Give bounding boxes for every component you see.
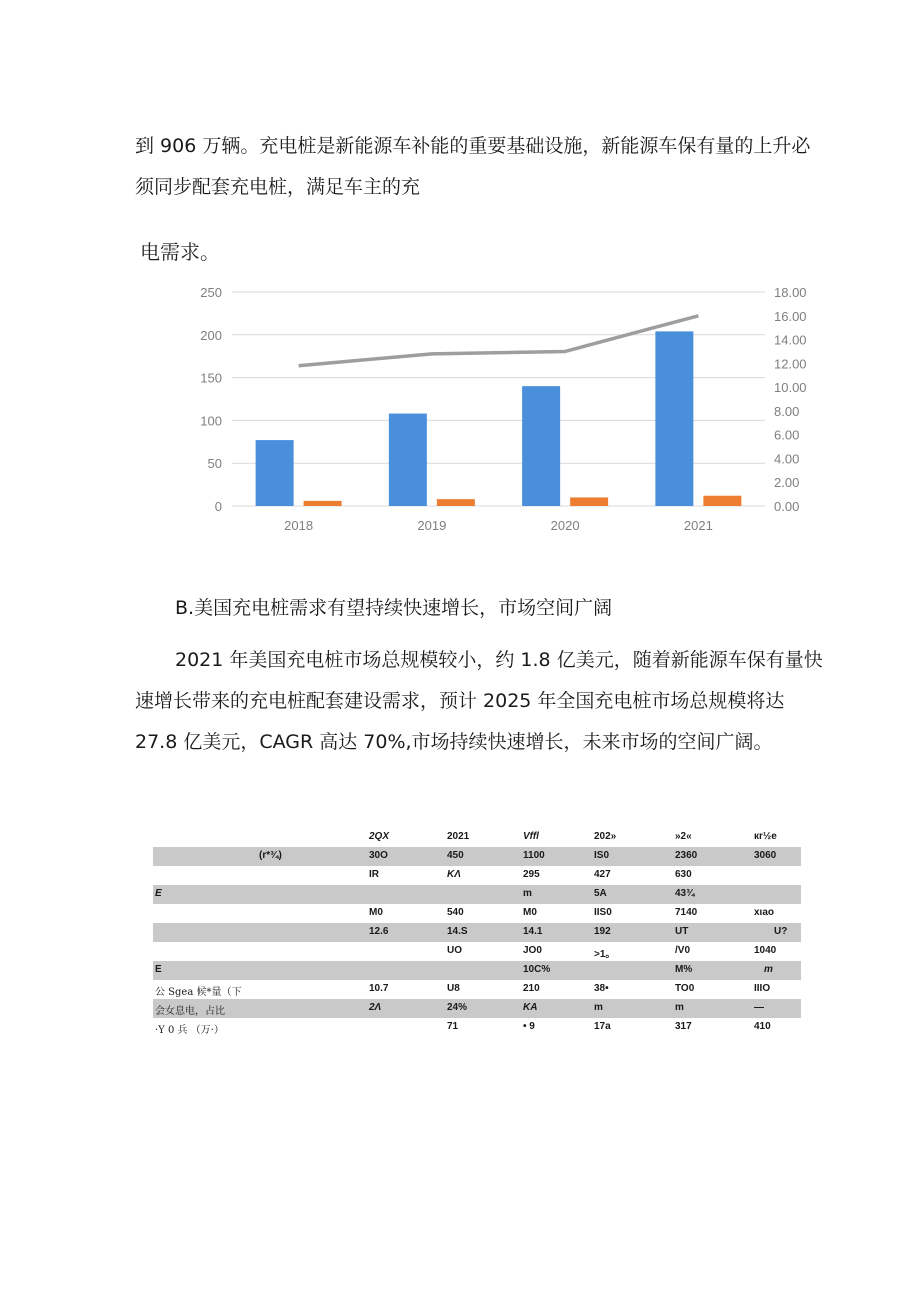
- y-right-tick-label: 12.00: [774, 356, 807, 372]
- table-cell: m: [675, 1002, 684, 1013]
- table-row: [153, 961, 801, 980]
- table-cell: 71: [447, 1021, 459, 1032]
- table-cell: 43¾: [675, 888, 695, 899]
- table-cell: 630: [675, 869, 692, 880]
- table-row: [153, 904, 801, 923]
- x-tick-label: 2020: [550, 518, 580, 533]
- table-cell: IS0: [594, 850, 610, 861]
- intro-paragraph: 到 906 万辆。充电桩是新能源车补能的重要基础设施，新能源车保有量的上升必须同步配套充电桩，满足车主的充: [135, 135, 811, 198]
- row-label: 公 Sgea 候*量（下: [155, 987, 242, 998]
- table-cell: 295: [523, 869, 540, 880]
- y-right-tick-label: 8.00: [774, 403, 800, 419]
- table-row: [153, 1018, 801, 1037]
- y-right-tick-label: 0.00: [774, 499, 800, 514]
- table-cell: 12.6: [369, 926, 389, 937]
- table-row: [153, 999, 801, 1018]
- bar: [304, 501, 342, 506]
- table-cell: U?: [774, 926, 788, 937]
- x-tick-label: 2019: [417, 518, 447, 533]
- y-right-tick-label: 6.00: [774, 427, 800, 443]
- y-left-tick-label: 200: [200, 327, 222, 343]
- y-right-tick-label: 10.00: [774, 380, 807, 396]
- y-left-tick-label: 150: [200, 370, 222, 386]
- y-right-tick-label: 14.00: [774, 332, 807, 348]
- table-cell: 14.S: [447, 926, 468, 937]
- table-cell: • 9: [523, 1021, 535, 1032]
- table-cell: 192: [594, 926, 611, 937]
- header-cell: 2021: [447, 831, 470, 842]
- y-left-tick-label: 250: [200, 285, 222, 300]
- bar: [389, 414, 427, 506]
- bar: [570, 497, 608, 506]
- header-cell: Vffl: [523, 831, 539, 842]
- table-row: [153, 847, 801, 866]
- table-cell: 14.1: [523, 926, 543, 937]
- row-label: (r*¾): [259, 850, 282, 861]
- table-cell: 5A: [594, 888, 607, 899]
- table-cell: >1。: [594, 949, 616, 960]
- x-tick-label: 2021: [683, 518, 713, 533]
- series-line: [299, 316, 699, 366]
- table-row: [153, 942, 801, 961]
- y-right-tick-label: 2.00: [774, 475, 800, 491]
- table-cell: 210: [523, 983, 540, 994]
- table-cell: M%: [675, 964, 693, 975]
- table-cell: 450: [447, 850, 464, 861]
- table-cell: 30O: [369, 850, 388, 861]
- table-cell: 317: [675, 1021, 692, 1032]
- table-cell: IIS0: [594, 907, 612, 918]
- y-right-tick-label: 18.00: [774, 285, 807, 300]
- table-cell: 24%: [447, 1002, 468, 1013]
- table-cell: —: [754, 1002, 764, 1013]
- bar: [655, 331, 693, 506]
- table-cell: M0: [369, 907, 383, 918]
- ev-charging-chart: [180, 276, 820, 546]
- table-cell: 2360: [675, 850, 698, 861]
- bar: [437, 499, 475, 506]
- table-cell: 3060: [754, 850, 777, 861]
- table-row: [153, 885, 801, 904]
- y-left-tick-label: 50: [207, 456, 222, 472]
- table-cell: m: [594, 1002, 603, 1013]
- row-label: 会女息电，占比: [155, 1006, 225, 1017]
- table-cell: KΛ: [447, 869, 461, 880]
- row-label: E: [155, 964, 162, 975]
- table-cell: UT: [675, 926, 689, 937]
- table-cell: 10C%: [523, 964, 551, 975]
- y-right-tick-label: 4.00: [774, 451, 800, 467]
- y-left-tick-label: 0: [214, 499, 222, 514]
- market-paragraph: 2021 年美国充电桩市场总规模较小，约 1.8 亿美元，随着新能源车保有量快速增长带来的充电桩配套建设需求，预计 2025 年全国充电桩市场总规模将达 27.8 亿美元，CAGR 高达 70%,市场持续快速增长，未来市场的空间广阔。: [135, 649, 823, 753]
- row-label: E: [155, 888, 162, 899]
- table-cell: KA: [523, 1002, 538, 1013]
- table-row: [153, 923, 801, 942]
- table-cell: 38•: [594, 983, 609, 994]
- table-cell: 540: [447, 907, 464, 918]
- table-cell: 1100: [523, 850, 545, 861]
- section-heading: B.美国充电桩需求有望持续快速增长，市场空间广阔: [175, 597, 613, 619]
- table-cell: IR: [369, 869, 379, 880]
- table-cell: IIIO: [754, 983, 771, 994]
- table-header-row: [153, 828, 801, 847]
- table-cell: xιao: [754, 907, 775, 918]
- x-tick-label: 2018: [284, 518, 314, 533]
- table-cell: 2Λ: [369, 1002, 382, 1013]
- table-row: [153, 980, 801, 999]
- table-cell: U8: [447, 983, 460, 994]
- header-cell: кr½e: [754, 831, 777, 842]
- y-left-tick-label: 100: [200, 413, 222, 429]
- table-cell: M0: [523, 907, 537, 918]
- table-cell: UO: [447, 945, 462, 956]
- table-cell: 10.7: [369, 983, 389, 994]
- table-cell: m: [523, 888, 532, 899]
- row-label: ·Y 0 兵 （万·）: [155, 1025, 224, 1036]
- table-cell: m: [764, 964, 773, 975]
- chart-lead-text: 电需求。: [140, 240, 220, 264]
- header-cell: 2QX: [369, 831, 390, 842]
- y-right-tick-label: 16.00: [774, 308, 807, 324]
- table-cell: 410: [754, 1021, 771, 1032]
- header-cell: 202»: [594, 831, 617, 842]
- table-cell: 427: [594, 869, 611, 880]
- bar: [703, 496, 741, 506]
- table-cell: 1040: [754, 945, 777, 956]
- table-row: [153, 866, 801, 885]
- table-cell: 7140: [675, 907, 698, 918]
- table-cell: JO0: [523, 945, 542, 956]
- table-cell: /V0: [675, 945, 691, 956]
- table-cell: TO0: [675, 983, 695, 994]
- bar: [256, 440, 294, 506]
- data-table: [153, 828, 801, 1037]
- header-cell: »2«: [675, 831, 692, 842]
- table-cell: 17a: [594, 1021, 611, 1032]
- bar: [522, 386, 560, 506]
